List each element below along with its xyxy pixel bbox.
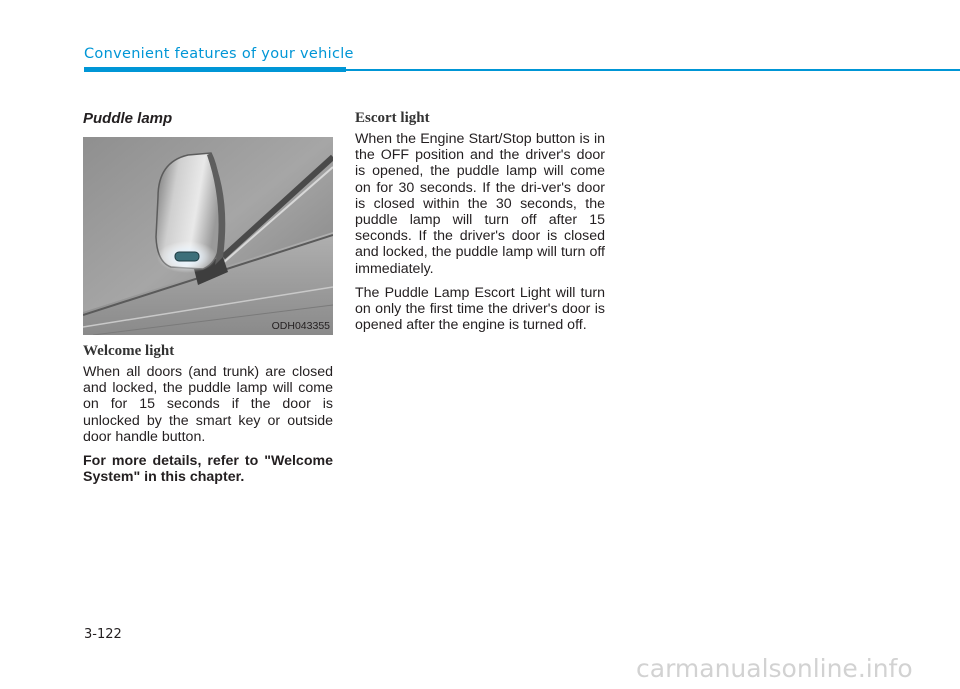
right-column bbox=[355, 110, 605, 341]
escort-light-title: Escort light bbox=[355, 110, 430, 126]
escort-light-note: The Puddle Lamp Escort Light will turn on only the first time the driver's door is opened after the engine is turned off. bbox=[355, 284, 605, 334]
left-column bbox=[83, 110, 333, 493]
puddle-lamp-figure bbox=[83, 137, 333, 335]
side-mirror-puddle-lamp-illustration bbox=[83, 137, 333, 335]
header-rule bbox=[346, 69, 960, 71]
welcome-light-title: Welcome light bbox=[83, 343, 175, 359]
header-accent-bar bbox=[84, 67, 346, 72]
watermark: carmanualsonline.info bbox=[636, 654, 913, 683]
section-title: Puddle lamp bbox=[83, 110, 173, 127]
welcome-light-note: For more details, refer to "Welcome System" in this chapter. bbox=[83, 453, 333, 486]
chapter-title: Convenient features of your vehicle bbox=[84, 46, 354, 62]
escort-light-text: When the Engine Start/Stop button is in the OFF position and the driver's door is opened, the puddle lamp will come on for 30 seconds. If the dri-ver's door is closed within the 30 seconds, the puddle lamp will turn off after 15 seconds. If the driver's door is closed and locked, the puddle lamp will turn off immediately. bbox=[355, 131, 605, 277]
figure-code: ODH043355 bbox=[271, 320, 330, 332]
page-number: 3-122 bbox=[84, 627, 122, 642]
welcome-light-text: When all doors (and trunk) are closed and locked, the puddle lamp will come on for 15 seconds if the door is unlocked by the smart key or outside door handle button. bbox=[83, 364, 333, 445]
